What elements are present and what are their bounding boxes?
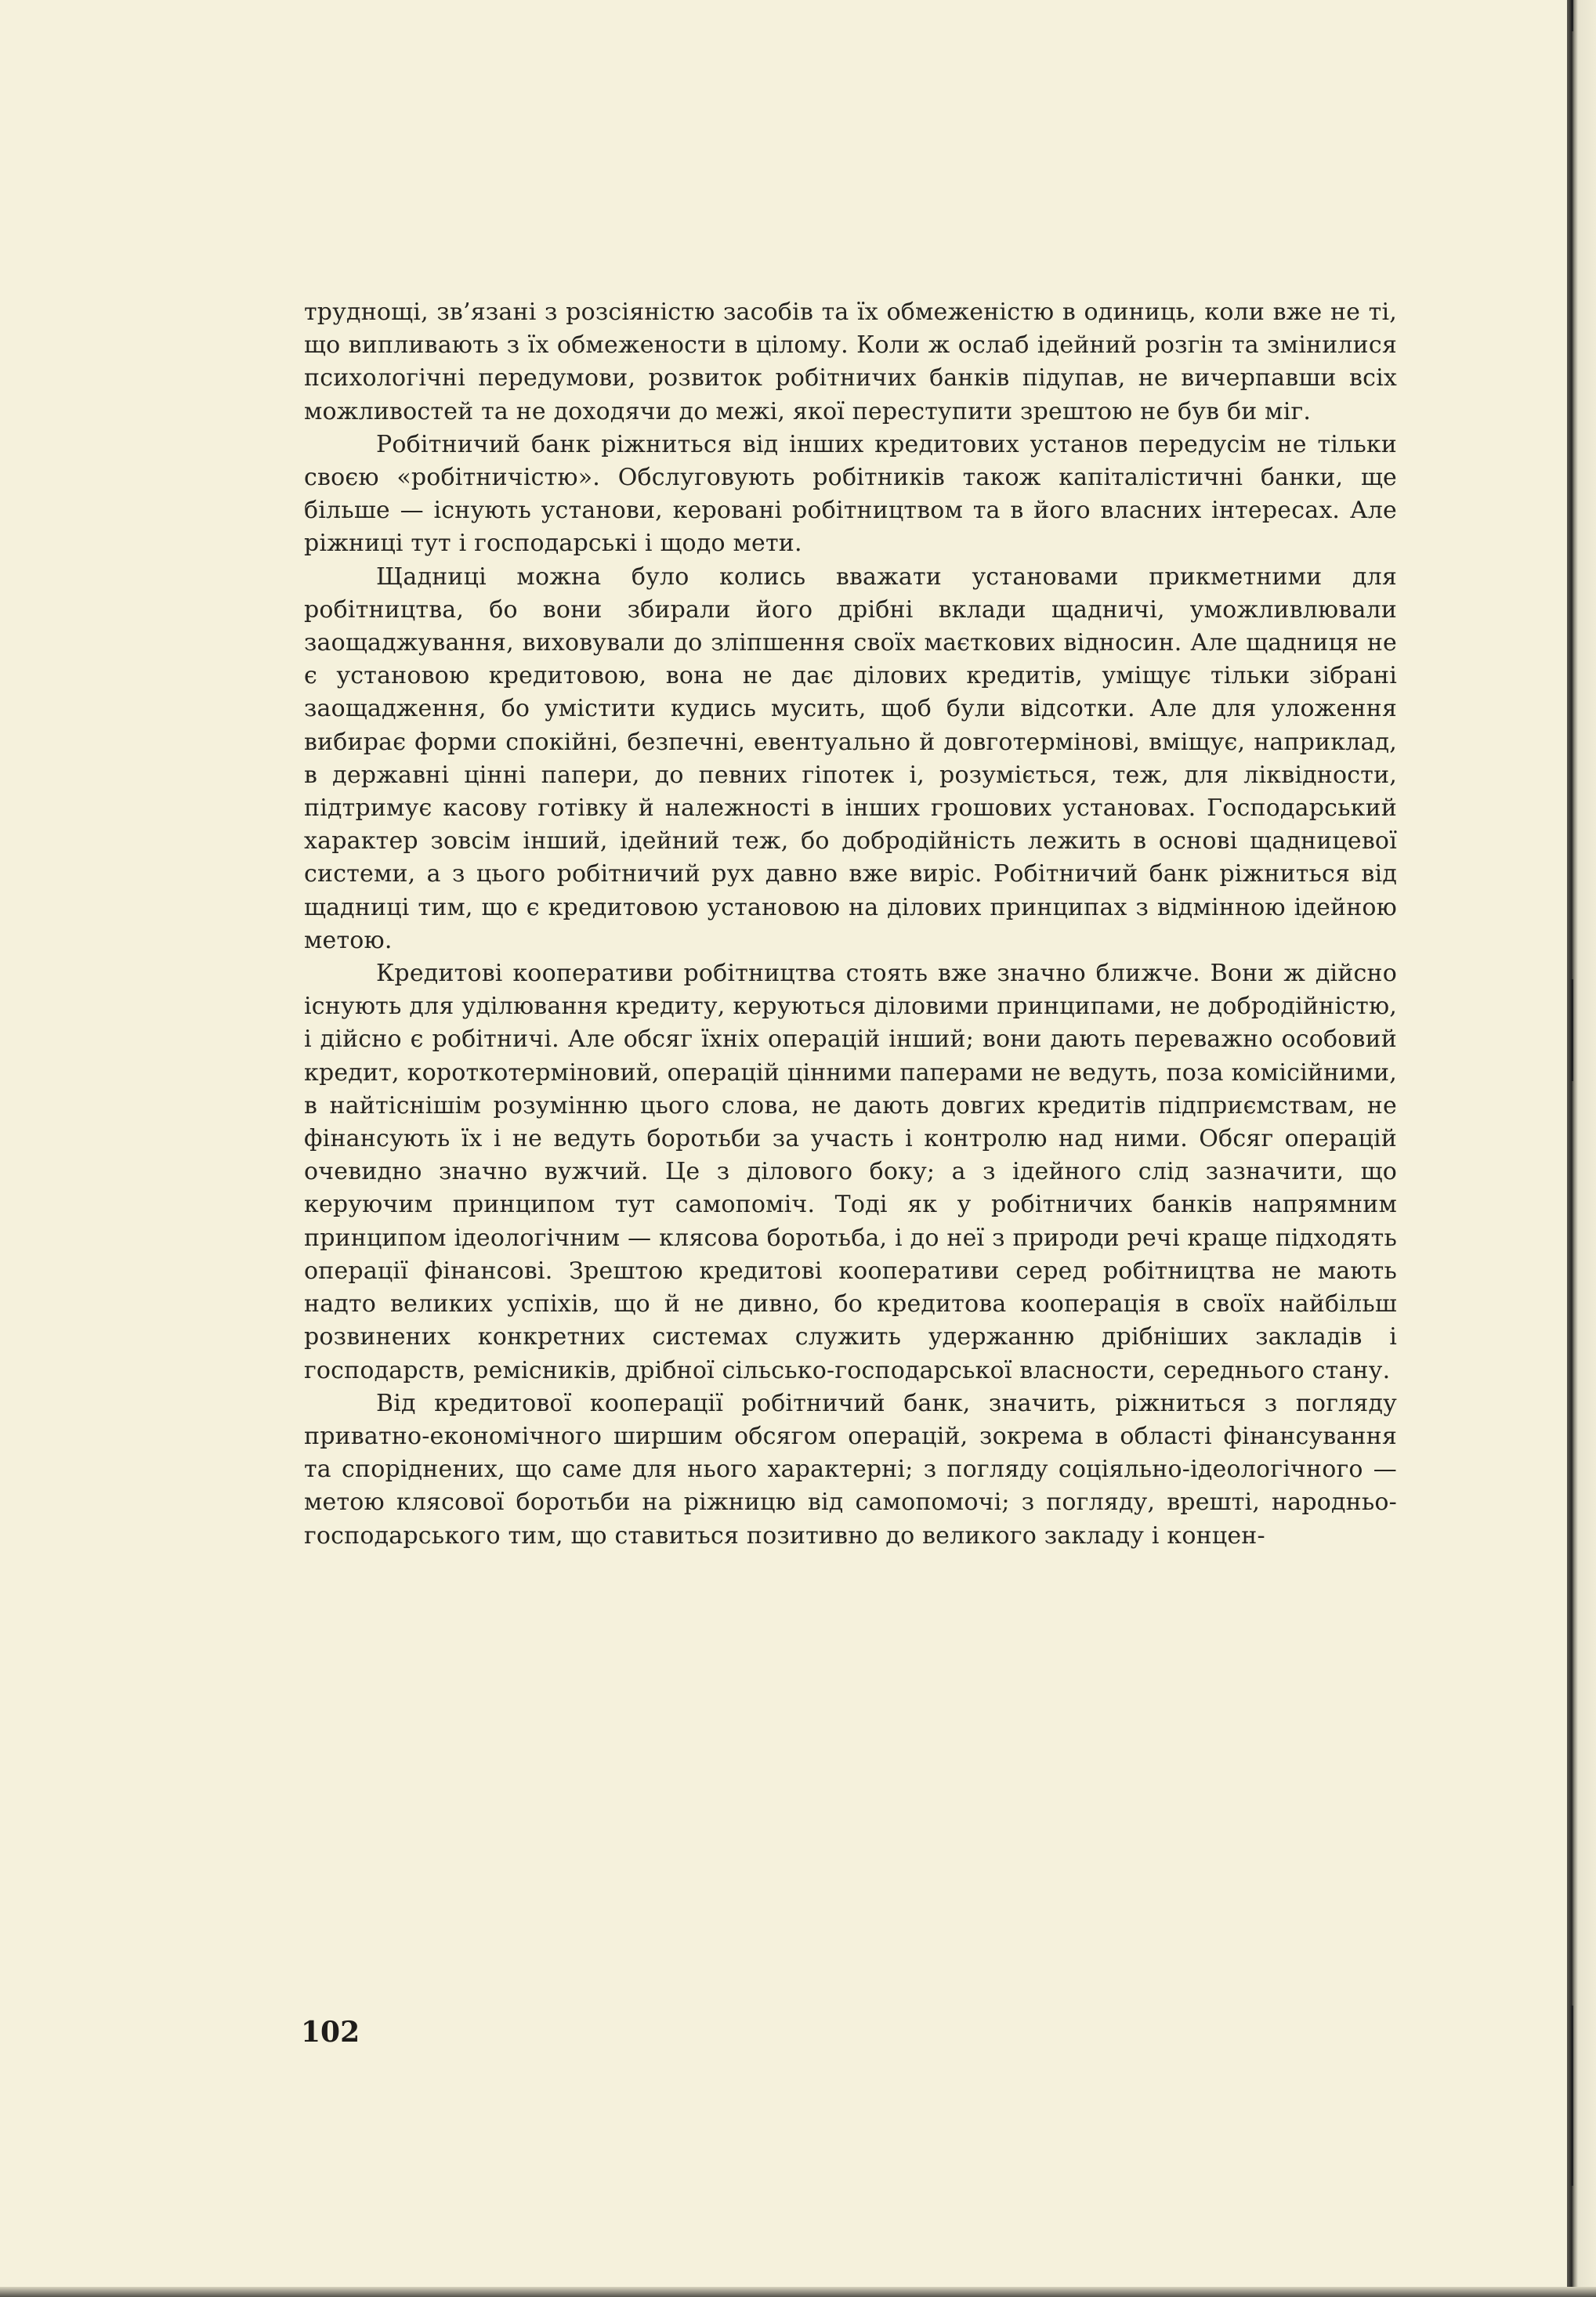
paragraph-3: Щадниці можна було колись вважати установами прикметними для робітництва, бо вони збирали його дрібні вклади щадничі, уможливлювали заощаджування, виховували до зліпшення своїх маєткових відносин. Але щадниця не є установою кредитовою, вона не дає ділових кредитів, уміщує тільки зібрані заощадження, бо умістити кудись мусить, щоб були відсотки. Але для уложення вибирає форми спокійні, безпечні, евентуально й довготермінові, вміщує, наприклад, в державні цінні папери, до певних гіпотек і, розуміється, теж, для ліквідности, підтримує касову готівку й належності в інших грошових установах. Господарський характер зовсім інший, ідейний теж, бо добродійність лежить в основі щадницевої системи, а з цього робітничий рух давно вже виріс. Робітничий банк ріжниться від щадниці тим, що є кредитовою установою на ділових принципах з відмінною ідейною метою. [304, 562, 1397, 954]
paragraph-4: Кредитові кооперативи робітництва стоять вже значно ближче. Вони ж дійсно існують для уділювання кредиту, керуються діловими принципами, не добродійністю, і дійсно є робітничі. Але обсяг їхніх операцій інший; вони дають переважно особовий кредит, короткотерміновий, операцій цінними паперами не ведуть, поза комісійними, в найтіснішім розумінню цього слова, не дають довгих кредитів підприємствам, не фінансують їх і не ведуть боротьби за участь і контролю над ними. Обсяг операцій очевидно значно вужчий. Це з ділового боку; а з ідейного слід зазначити, що керуючим принципом тут самопоміч. Тоді як у робітничих банків напрямним принципом ідеологічним — клясова боротьба, і до неї з природи речі краще підходять операції фінансові. Зрештою кредитові кооперативи серед робітництва не мають надто великих успіхів, що й не дивно, бо кредитова кооперація в своїх найбільш розвинених конкретних системах служить удержанню дрібніших закладів і господарств, ремісників, дрібної сільсько-господарської власности, середнього стану. [304, 960, 1397, 1384]
paragraph-continuation: труднощі, зв’язані з розсіяністю засобів та їх обмеженістю в одиниць, коли вже не ті, що випливають з їх обмежености в цілому. Коли ж ослаб ідейний розгін та змінилися психологічні передумови, розвиток робітничих банків підупав, не вичерпавши всіх можливостей та не доходячи до межі, якої переступити зрештою не був би міг. [304, 298, 1397, 425]
page-edge-shadow [1567, 0, 1596, 2297]
page-bottom-shadow [0, 2287, 1596, 2297]
edge-mark-bottom [1571, 2006, 1573, 2186]
edge-mark-top [1571, 0, 1573, 31]
paragraph-2: Робітничий банк ріжниться від інших кредитових установ передусім не тільки своєю «робітничістю». Обслуговують робітників також капіталістичні банки, ще більше — існують установи, керовані робітництвом та в його власних інтересах. Але ріжниці тут і господарські і щодо мети. [304, 430, 1397, 558]
edge-mark-middle [1571, 979, 1573, 1081]
body-text [304, 296, 1397, 1553]
page-number: 102 [301, 2016, 360, 2049]
paragraph-5: Від кредитової кооперації робітничий банк, значить, ріжниться з погляду приватно-економічного ширшим обсягом операцій, зокрема в області фінансування та споріднених, що саме для нього характерні; з погляду соціяльно-ідеологічного — метою клясової боротьби на ріжницю від самопомочі; з погляду, врешті, народньо-господарського тим, що ставиться позитивно до великого закладу і концен- [304, 1389, 1397, 1550]
